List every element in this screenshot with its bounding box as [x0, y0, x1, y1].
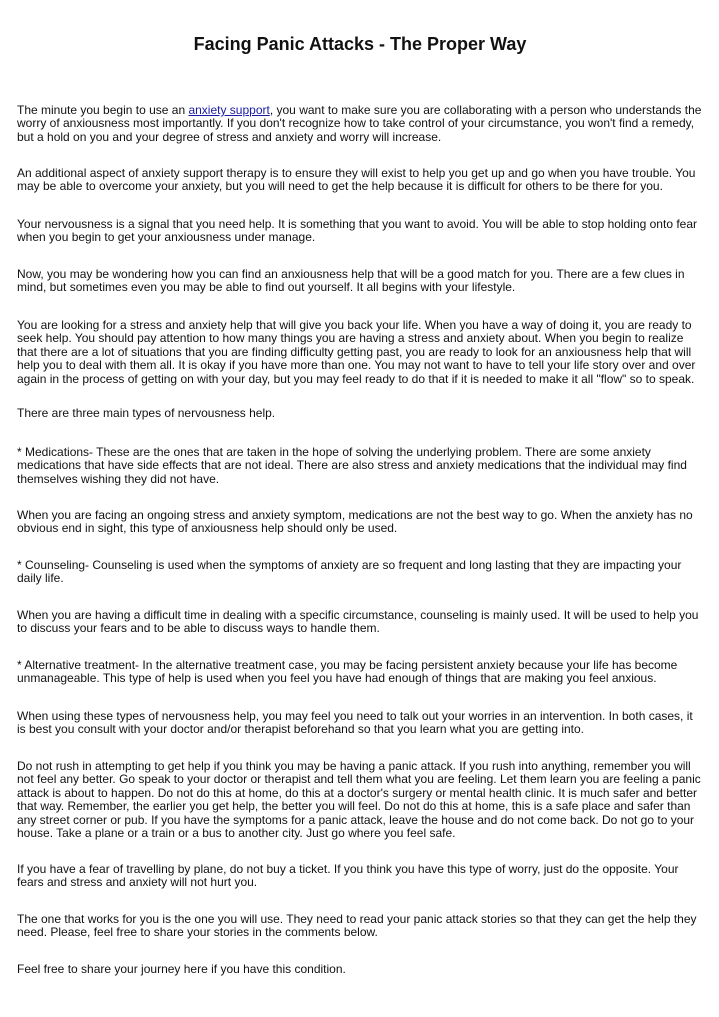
paragraph-15: The one that works for you is the one you will use. They need to read your panic attack stories so that they can get the help they need. Please, feel free to share your stories in the comments below. [17, 912, 697, 940]
paragraph-1-before: The minute you begin to use an [17, 103, 189, 117]
paragraph-13: Do not rush in attempting to get help if you think you may be having a panic attack. If you rush into anything, remember you will not feel any better. Go speak to your doctor or therapist and tell them what you are feeling. Let them learn you are feeling a panic attack is about to happen. Do not do this at home, do this at a doctor's surgery or mental health clinic. It is much safer and better that way. Remember, the earlier you get help, the better you will feel. Do not do this at home, this is a safe place and safer than any street corner or pub. If you have the symptoms for a panic attack, leave the house and do not come back. Do not go to your house. Take a plane or a train or a bus to another city. Just go where you feel safe. [17, 759, 701, 841]
paragraph-2: An additional aspect of anxiety support therapy is to ensure they will exist to help you get up and go when you have trouble. You may be able to overcome your anxiety, but you will need to get the help because it is difficult for others to be there for you. [17, 166, 696, 194]
anxiety-support-link[interactable]: anxiety support [188, 103, 270, 117]
paragraph-8: When you are facing an ongoing stress and anxiety symptom, medications are not the best way to go. When the anxiety has no obvious end in sight, this type of anxiousness help should only be used. [17, 508, 693, 536]
paragraph-1-after: , you want to make sure you are collaborating with a person who understands the worry of anxiousness most importantly. If you don't recognize how to take control of your circumstance, you won't find a remedy, but a hold on you and your degree of stress and anxiety and worry will increase. [17, 103, 702, 144]
paragraph-6: There are three main types of nervousness help. [17, 406, 276, 420]
paragraph-9: * Counseling- Counseling is used when the symptoms of anxiety are so frequent and long lasting that they are impacting your daily life. [17, 558, 682, 586]
paragraph-4: Now, you may be wondering how you can find an anxiousness help that will be a good match for you. There are a few clues in mind, but sometimes even you may be able to find out yourself. It all begins with your lifestyle. [17, 267, 685, 295]
paragraph-12: When using these types of nervousness help, you may feel you need to talk out your worries in an intervention. In both cases, it is best you consult with your doctor and/or therapist beforehand so that you learn what you are getting into. [17, 709, 693, 737]
paragraph-11: * Alternative treatment- In the alternative treatment case, you may be facing persistent anxiety because your life has become unmanageable. This type of help is used when you feel you have had enough of things that are making you feel anxious. [17, 658, 678, 686]
paragraph-1 [17, 104, 703, 144]
paragraph-14: If you have a fear of travelling by plane, do not buy a ticket. If you think you have this type of worry, just do the opposite. Your fears and stress and anxiety will not hurt you. [17, 862, 679, 890]
paragraph-5: You are looking for a stress and anxiety help that will give you back your life. When you have a way of doing it, you are ready to seek help. You should pay attention to how many things you are having a stress and anxiety about. When you begin to realize that there are a lot of situations that you are finding difficulty getting past, you are ready to look for an anxiousness help that will help you to deal with them all. It is okay if you have more than one. You may not want to have to tell your life story over and over again in the process of getting on with your day, but you may feel ready to do that if it is needed to make it all "flow" so to speak. [17, 318, 696, 386]
paragraph-16: Feel free to share your journey here if you have this condition. [17, 962, 346, 976]
page-title: Facing Panic Attacks - The Proper Way [193, 34, 527, 54]
paragraph-10: When you are having a difficult time in dealing with a specific circumstance, counseling is mainly used. It will be used to help you to discuss your fears and to be able to discuss ways to handle them. [17, 608, 699, 636]
paragraph-7: * Medications- These are the ones that are taken in the hope of solving the underlying problem. There are some anxiety medications that have side effects that are not ideal. There are also stress and anxiety medications that the individual may find themselves wishing they did not have. [17, 445, 687, 486]
paragraph-3: Your nervousness is a signal that you need help. It is something that you want to avoid. You will be able to stop holding onto fear when you begin to get your anxiousness under manage. [17, 217, 698, 245]
